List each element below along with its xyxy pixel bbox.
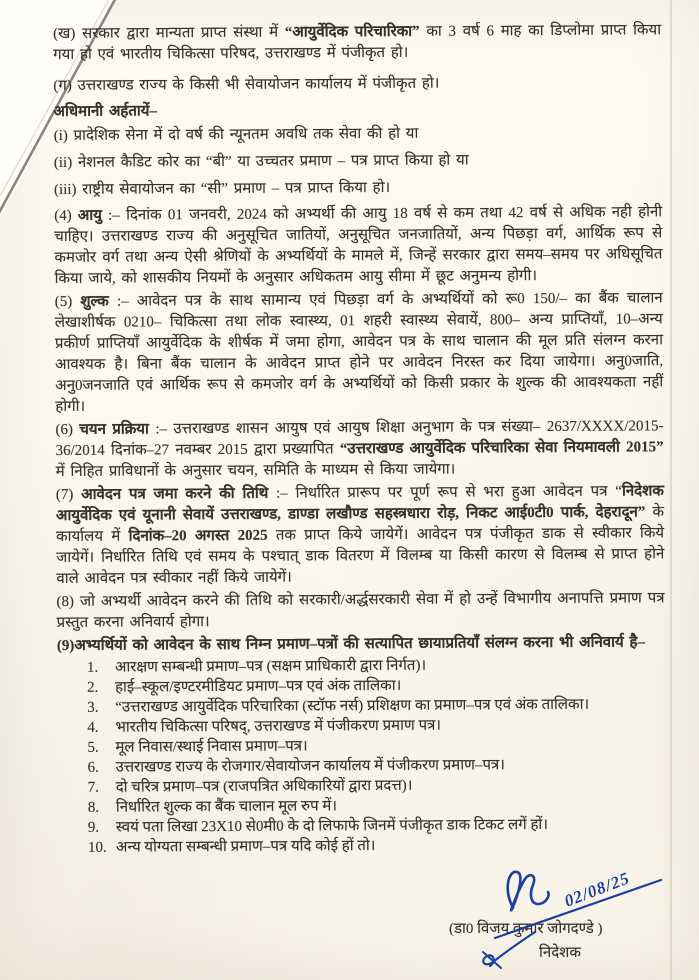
attachment-number: 8. bbox=[87, 799, 100, 816]
clause-8-noc: (8) जो अभ्यर्थी आवेदन करने की तिथि को सरकारी/अर्द्धसरकारी सेवा में हो उन्हें विभागीय अनापत्ति प्रमाण पत्र प्रस्तुत करना अनिवार्य होगा। bbox=[56, 590, 665, 631]
clause-5-fee bbox=[55, 288, 664, 418]
clause-7-number: (7) bbox=[55, 486, 82, 503]
attachment-text: हाई–स्कूल/इण्टरमीडियट प्रमाण–पत्र एवं अंक तालिका। bbox=[115, 677, 402, 696]
attachment-text: स्वयं पता लिखा 23X10 से0मी0 के दो लिफाफे जिनमें पंजीकृत डाक टिकट लगें हों। bbox=[115, 816, 549, 836]
clause-7-label: आवेदन पत्र जमा करने की तिथि bbox=[81, 485, 269, 503]
clause-6-label: चयन प्रक्रिया bbox=[79, 421, 149, 438]
clause-7-end: तक प्राप्त किये जायेगें। आवेदन पत्र पंजीकृत डाक से स्वीकार किये जायेगें। निर्धारित तिथि एवं समय के पश्चात् डाक वितरण में विलम्ब या किसी कारण से विलम्ब से प्राप्त होने वाले आवेदन पत्र स्वीकार नहीं किये जायेगें। bbox=[56, 525, 665, 587]
clause-5-text: :– आवेदन पत्र के साथ सामान्य एवं पिछड़ा वर्ग के अभ्यर्थियों को रू0 150/– का बैंक चालान लेखाशीर्षक 0210– चिकित्सा तथा लोक स्वास्थ्य, 01 शहरी स्वास्थ्य सेवायें, 800– अन्य प्राप्तियाँ, 10–अन्य प्रकीर्ण प्राप्तियाँ आयुर्वेदिक के शीर्षक में जमा होगा, आवेदन पत्र के साथ चालान की मूल प्रति संलग्न करना आवश्यक है। बिना बैंक चालान के आवेदन प्राप्त होने पर आवेदन निरस्त कर दिया जायेगा। अनु0जाति, अनु0जनजाति एवं आर्थिक रूप से कमजोर वर्ग के अभ्यर्थियों को किसी प्रकार के शुल्क की आवश्यकता नहीं होगी। bbox=[54, 290, 664, 415]
clause-7-office-address: निदेशक आयुर्वेदिक एवं यूनानी सेवायें उत्तराखण्ड, डाण्डा लखौण्ड सहस्त्रधारा रोड़, निकट आई0टी0 पार्क, देहरादून” bbox=[55, 483, 664, 524]
attachment-text: मूल निवास/स्थाई निवास प्रमाण–पत्र। bbox=[115, 738, 308, 756]
attachment-text: भारतीय चिकित्सा परिषद्, उत्तराखण्ड में पंजीकरण प्रमाण पत्र। bbox=[115, 717, 442, 736]
attachment-text: उत्तराखण्ड राज्य के रोजगार/सेवायोजन कार्यालय में पंजीकरण प्रमाण–पत्र। bbox=[115, 757, 505, 776]
clause-kha-pre: (ख) सरकार द्वारा मान्यता प्राप्त संस्था में bbox=[53, 24, 285, 42]
signature-cross-stroke bbox=[483, 952, 501, 968]
attachment-number: 10. bbox=[87, 839, 107, 856]
signatory-name: (डा0 विजय कुमार जोगदण्डे ) bbox=[449, 921, 603, 937]
attachment-number: 9. bbox=[87, 819, 100, 836]
attachment-number: 1. bbox=[86, 659, 99, 676]
attachment-text: “उत्तराखण्ड आयुर्वेदिक परिचारिका (स्टॉफ नर्स) प्रशिक्षण का प्रमाण–पत्र एवं अंक तालिका। bbox=[115, 696, 590, 716]
pref-item-i: (i) प्रादेशिक सेना में दो वर्ष की न्यूनतम अवधि तक सेवा की हो या bbox=[53, 125, 419, 144]
attachment-text: अन्य योग्यता सम्बन्धी प्रमाण–पत्र यदि कोई हों तो। bbox=[115, 838, 376, 856]
clause-kha-post: का 3 वर्ष 6 माह का डिप्लोमा प्राप्त किया गया हो एवं भारतीय चिकित्सा परिषद, उत्तराखण्ड में पंजीकृत हो। bbox=[53, 22, 662, 63]
attachment-number: 7. bbox=[87, 779, 99, 796]
scan-edge-line bbox=[670, 0, 672, 980]
clause-4-age bbox=[54, 202, 663, 290]
clause-kha bbox=[53, 20, 661, 66]
pref-item-iii: (iii) राष्ट्रीय सेवायोजन का “सी” प्रमाण – पत्र प्राप्त किया हो। bbox=[53, 179, 391, 198]
attachment-number: 6. bbox=[87, 759, 99, 776]
clause-6-text: :– उत्तराखण्ड शासन आयुष एवं आयुष शिक्षा अनुभाग के पत्र संख्या– 2637/XXXX/2015-36/2014 दिनांक–27 नवम्बर 2015 द्वारा प्रख्यापित bbox=[55, 418, 664, 459]
clause-5-number: (5) bbox=[54, 293, 81, 310]
attachment-text: निर्धारित शुल्क का बैंक चालान मूल रुप में। bbox=[115, 798, 338, 816]
clause-ga: (ग) उत्तराखण्ड राज्य के किसी भी सेवायोजन कार्यालय में पंजीकृत हो। bbox=[53, 75, 440, 94]
attachment-item-10 bbox=[58, 834, 666, 858]
attachment-number: 3. bbox=[87, 699, 99, 716]
signature-loops bbox=[508, 872, 549, 911]
clause-6-selection bbox=[55, 416, 663, 483]
attachment-number: 4. bbox=[87, 719, 99, 736]
clause-7-text-2: के कार्यालय में bbox=[56, 504, 665, 545]
clause-7-deadline: दिनांक–20 अगस्त 2025 bbox=[128, 527, 268, 545]
handwritten-date: 02/08/25 bbox=[561, 868, 633, 911]
signature-block bbox=[445, 866, 693, 976]
clause-4-text: :– दिनांक 01 जनवरी, 2024 को अभ्यर्थी की आयु 18 वर्ष से कम तथा 42 वर्ष से अधिक नही होनी चाहिए। उत्तराखण्ड राज्य की अनुसूचित जातियों, अनुसूचित जनजातियों, अन्य पिछड़ा वर्ग, आर्थिक रूप से कमजोर वर्ग तथा अन्य ऐसी श्रेणियों के अभ्यर्थियों के मामले में, जिन्हें सरकार द्वारा समय–समय पर अधिसूचित किया जाये, को शासकीय नियमों के अनुसार अधिकतम आयु सीमा में छूट अनुमन्य होगी। bbox=[54, 204, 663, 287]
document-body bbox=[53, 20, 666, 858]
clause-6-rule-name: “उत्तराखण्ड आयुर्वेदिक परिचारिका सेवा नियमावली 2015” bbox=[339, 439, 664, 458]
preferential-qualifications-heading: अधिमानी अर्हतायें– bbox=[53, 103, 158, 120]
clause-7-text-1: :– निर्धारित प्रारूप पर पूर्ण रूप से भरा हुआ आवेदन पत्र “ bbox=[268, 483, 622, 502]
clause-6-number: (6) bbox=[55, 421, 80, 438]
clause-4-number: (4) bbox=[54, 207, 78, 224]
signatory-designation: निदेशक bbox=[539, 945, 581, 961]
pref-item-ii: (ii) नेशनल कैडिट कोर का “बी” या उच्चतर प्रमाण – पत्र प्राप्त किया हो या bbox=[53, 152, 469, 171]
clause-7-submission-date bbox=[56, 481, 665, 590]
clause-5-label: शुल्क bbox=[80, 293, 109, 310]
attachment-number: 5. bbox=[87, 739, 99, 756]
attachment-text: आरक्षण सम्बन्धी प्रमाण–पत्र (सक्षम प्राधिकारी द्वारा निर्गत)। bbox=[114, 657, 427, 676]
clause-4-label: आयु bbox=[77, 207, 102, 224]
attachment-number: 2. bbox=[87, 679, 99, 696]
clause-6-end: में निहित प्राविधानों के अनुसार चयन, समिति के माध्यम से किया जायेगा। bbox=[55, 461, 456, 480]
clause-kha-bold: “आयुर्वेदिक परिचारिका” bbox=[284, 23, 420, 41]
clause-9-attachments-heading: (9)अभ्यर्थियों को आवेदन के साथ निम्न प्रमाण–पत्रों की सत्यापित छायाप्रतियाँ संलग्न करना भी अनिवार्य है– bbox=[56, 634, 645, 654]
attachment-text: दो चरित्र प्रमाण–पत्र (राजपत्रित अधिकारियों द्वारा प्रदत्त)। bbox=[115, 777, 413, 796]
